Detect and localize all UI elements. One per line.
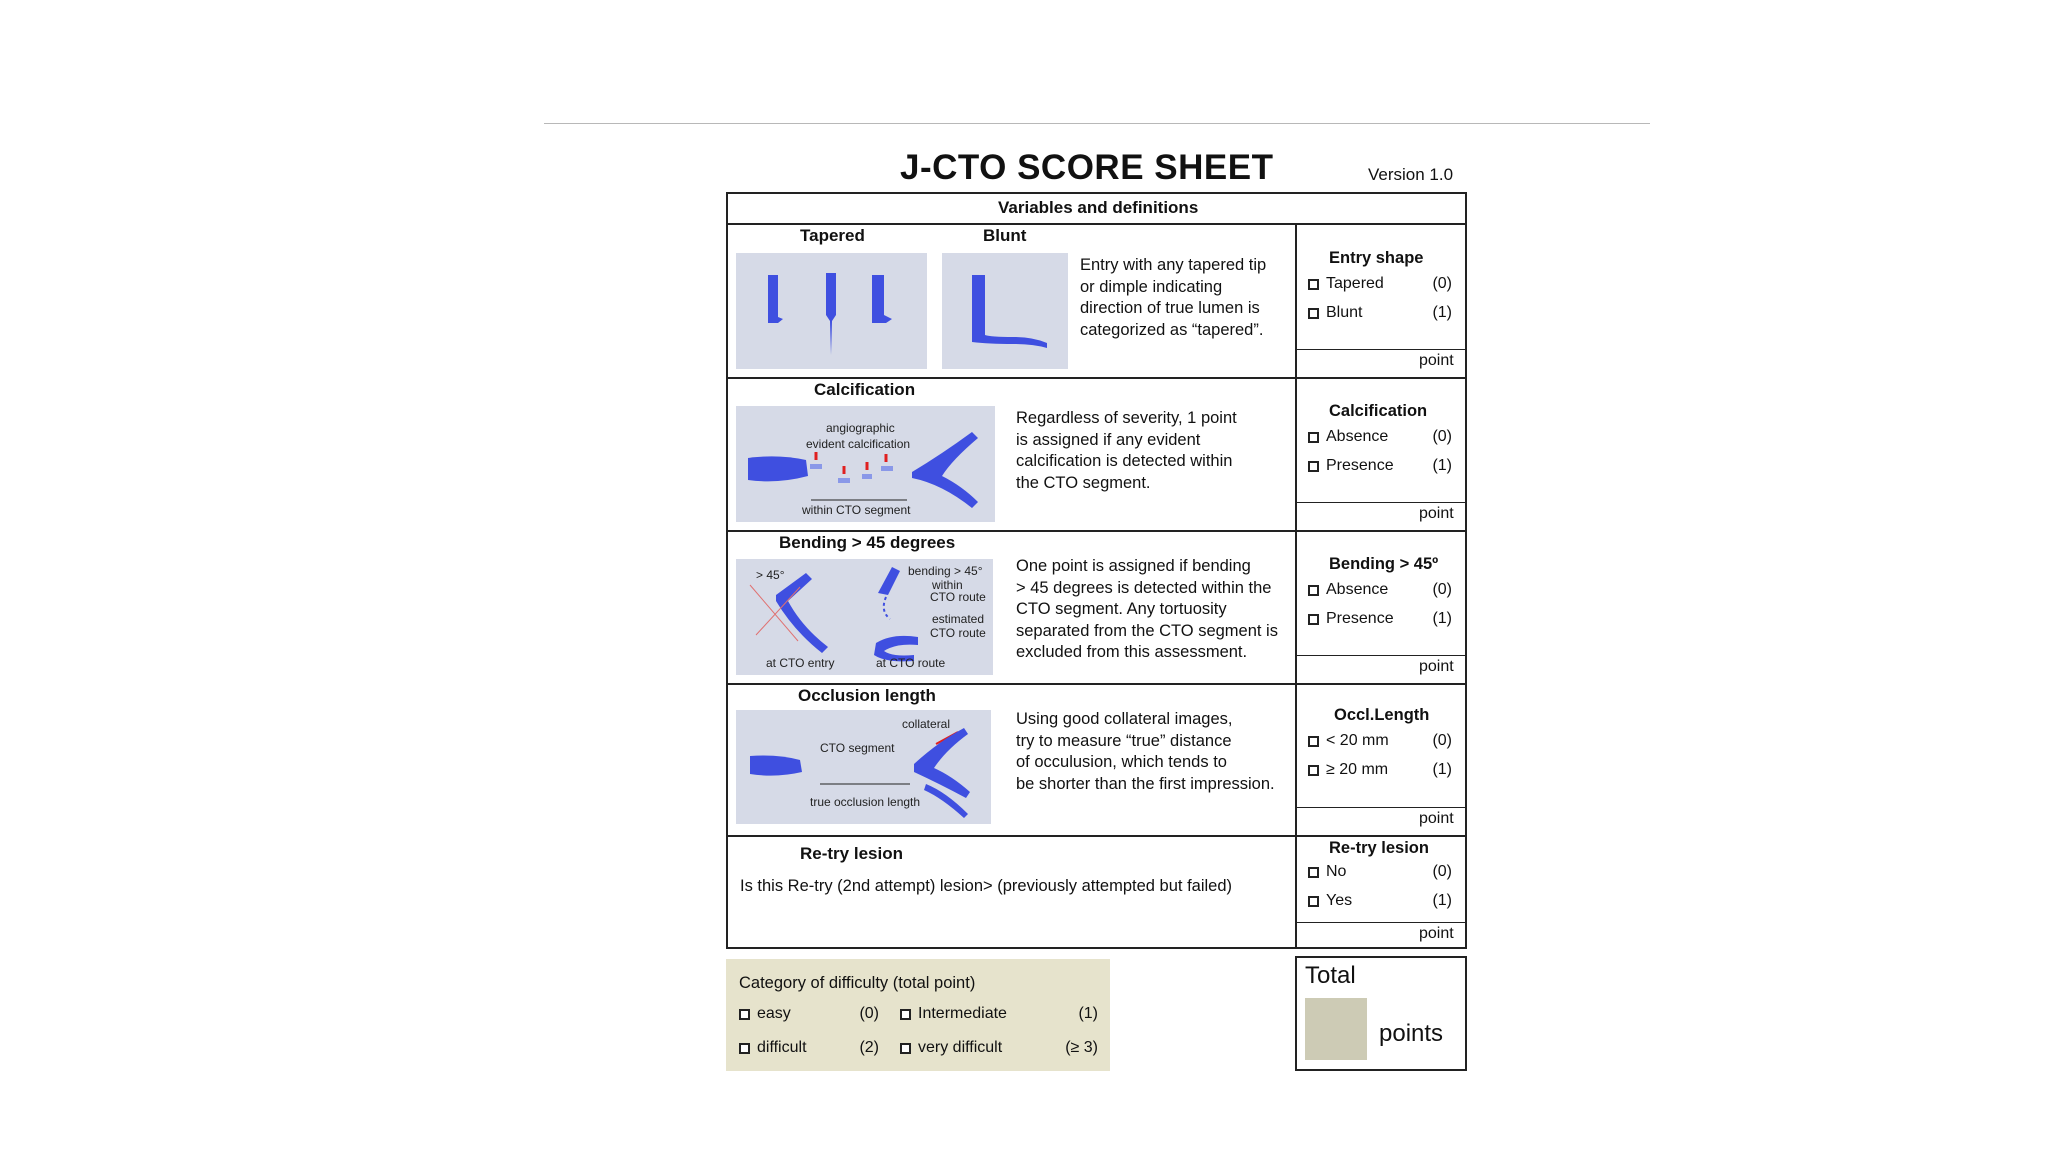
blunt-vessel [972,275,1047,348]
total-title: Total [1305,962,1356,989]
point-divider [1295,502,1465,503]
blunt-illustration [942,253,1068,369]
calcification-image-text: angiographic [826,421,895,435]
tapered-vessel-1 [768,275,783,323]
tapered-vessel-2 [826,273,836,355]
calcification-score-title: Calcification [1329,402,1428,420]
bending-image [736,559,993,675]
version-label: Version 1.0 [1368,165,1454,184]
bending-image-text: > 45° [756,568,785,582]
occlusion-image-text: collateral [902,717,951,731]
retry-label: Re-try lesion [800,844,903,863]
point-divider [1295,807,1465,808]
occlusion-label: Occlusion length [798,686,936,705]
vessel-proximal [750,756,802,776]
tapered-vessel-3 [872,275,892,323]
row-divider [728,377,1465,379]
calcification-image-text: within CTO segment [802,503,911,517]
vessel-distal [914,728,970,798]
calcification-option-presence[interactable]: Presence (1) [1308,457,1452,475]
checkbox[interactable] [1308,461,1319,472]
calcification-image [736,406,995,522]
checkbox[interactable] [900,1009,911,1020]
blunt-label: Blunt [983,226,1027,245]
entry-option-blunt[interactable]: Blunt (1) [1308,304,1452,322]
category-very-difficult[interactable]: very difficult (≥ 3) [900,1039,1098,1057]
retry-point-field[interactable]: point [1419,925,1454,942]
calcification-image-text: evident calcification [806,437,911,451]
category-intermediate[interactable]: Intermediate (1) [900,1005,1098,1023]
checkbox[interactable] [739,1043,750,1054]
calcification-description: Regardless of severity, 1 point is assigned if any evident calcification is detected within the CTO segment. [1016,409,1237,492]
vessel-proximal [748,456,808,481]
occlusion-score-title: Occl.Length [1334,706,1430,724]
calcification-point-field[interactable]: point [1419,505,1454,522]
entry-point-field[interactable]: point [1419,352,1454,369]
checkbox[interactable] [1308,585,1319,596]
occlusion-image [736,710,991,824]
bending-image-text: at CTO entry [766,656,835,670]
bending-illustration [736,559,993,675]
occlusion-illustration [736,710,991,824]
checkbox[interactable] [900,1043,911,1054]
point-divider [1295,922,1465,923]
calcification-spot [810,464,822,469]
occlusion-option-short[interactable]: < 20 mm (0) [1308,732,1452,750]
occlusion-description: Using good collateral images, try to measure “true” distance of occulusion, which tends to be shorter than the first impression. [1016,710,1275,793]
checkbox[interactable] [1308,867,1319,878]
bending-image-text: CTO route [930,590,986,604]
score-column-divider [1295,223,1297,947]
occlusion-image-text: CTO segment [820,741,895,755]
checkbox[interactable] [1308,736,1319,747]
total-input-box[interactable] [1305,998,1367,1060]
row-divider [728,835,1465,837]
retry-option-no[interactable]: No (0) [1308,863,1452,881]
point-divider [1295,655,1465,656]
entry-score-title: Entry shape [1329,249,1424,267]
page-title: J-CTO SCORE SHEET [900,148,1274,187]
occlusion-point-field[interactable]: point [1419,810,1454,827]
vessel-distal [912,432,978,508]
bending-option-presence[interactable]: Presence (1) [1308,610,1452,628]
row-divider [728,683,1465,685]
bending-image-text: estimated [932,612,985,626]
occlusion-option-long[interactable]: ≥ 20 mm (1) [1308,761,1452,779]
calcification-spot [862,474,872,479]
checkbox[interactable] [1308,765,1319,776]
checkbox[interactable] [1308,614,1319,625]
calcification-spot [838,478,850,483]
bending-image-text: within [932,578,963,592]
bending-point-field[interactable]: point [1419,658,1454,675]
bending-score-title: Bending > 45º [1329,555,1439,573]
calcification-option-absence[interactable]: Absence (0) [1308,428,1452,446]
category-difficult[interactable]: difficult (2) [739,1039,879,1057]
checkbox[interactable] [739,1009,750,1020]
table-header: Variables and definitions [998,198,1199,217]
blunt-vessel-image [942,253,1068,369]
checkbox[interactable] [1308,308,1319,319]
category-easy[interactable]: easy (0) [739,1005,879,1023]
point-divider [1295,349,1465,350]
estimated-route [884,597,890,619]
bending-image-text: bending > 45° [908,564,983,578]
category-title: Category of difficulty (total point) [739,974,976,992]
bending-description: One point is assigned if bending > 45 degrees is detected within the CTO segment. Any tortuosity separated from the CTO segment is excluded from this assessment. [1016,557,1278,661]
bending-option-absence[interactable]: Absence (0) [1308,581,1452,599]
bending-image-text: CTO route [930,626,986,640]
retry-score-title: Re-try lesion [1329,839,1429,857]
bending-label: Bending > 45 degrees [779,533,956,552]
checkbox[interactable] [1308,896,1319,907]
retry-option-yes[interactable]: Yes (1) [1308,892,1452,910]
checkbox[interactable] [1308,432,1319,443]
top-rule [544,123,1650,124]
calcification-label: Calcification [814,380,916,399]
header-divider [728,223,1465,225]
entry-description: Entry with any tapered tip or dimple indicating direction of true lumen is categorized as “tapered”. [1080,256,1267,339]
retry-description: Is this Re-try (2nd attempt) lesion> (previously attempted but failed) [740,877,1233,895]
entry-option-tapered[interactable]: Tapered (0) [1308,275,1452,293]
row-divider [728,530,1465,532]
vessel-entry [776,573,828,653]
checkbox[interactable] [1308,279,1319,290]
total-unit: points [1379,1020,1444,1047]
difficulty-category-panel [726,959,1110,1071]
tapered-label: Tapered [800,226,865,245]
vessel-route-upper [878,567,900,595]
tapered-illustration [736,253,927,369]
bending-image-text: at CTO route [876,656,946,670]
occlusion-image-text: true occlusion length [810,795,921,809]
calcification-spot [881,466,893,471]
total-box [1295,956,1467,1071]
calcification-illustration [736,406,995,522]
tapered-vessel-image [736,253,927,369]
